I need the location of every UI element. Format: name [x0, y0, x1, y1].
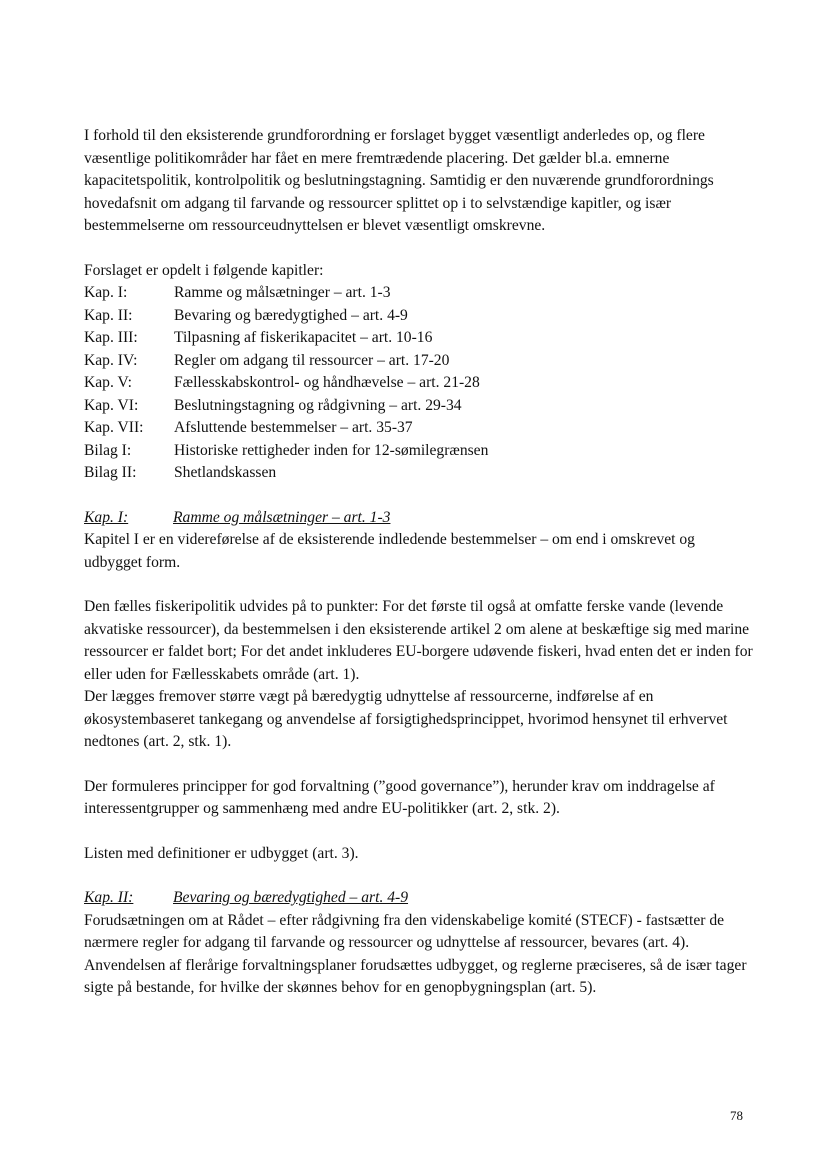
chapter-list: [84, 282, 754, 485]
chapter-title: Afsluttende bestemmelser – art. 35-37: [174, 419, 413, 436]
section-heading-label: Kap. II:: [84, 889, 134, 906]
chapter-title: Ramme og målsætninger – art. 1-3: [174, 284, 391, 301]
chapter-title: Historiske rettigheder inden for 12-sømilegrænsen: [174, 441, 489, 459]
chapter-row: [84, 350, 754, 373]
chapter-label: Kap. IV:: [84, 351, 138, 369]
chapter-title: Fællesskabskontrol- og håndhævelse – art. 21-28: [174, 374, 480, 391]
chapter-row: [84, 417, 754, 440]
chapter-row: [84, 327, 754, 350]
section-1-paragraph: Listen med definitioner er udbygget (art. 3).: [84, 844, 359, 862]
chapter-title: Regler om adgang til ressourcer – art. 17-20: [174, 351, 450, 369]
page-content: [84, 125, 754, 1000]
section-heading-kap-1: [84, 507, 754, 530]
section-heading-title: Ramme og målsætninger – art. 1-3: [173, 508, 391, 526]
chapter-title: Shetlandskassen: [174, 464, 277, 481]
chapter-label: Bilag II:: [84, 464, 137, 481]
chapter-row: [84, 305, 754, 328]
chapter-row: [84, 440, 754, 463]
chapter-title: Bevaring og bæredygtighed – art. 4-9: [174, 306, 408, 324]
chapter-title: Beslutningstagning og rådgivning – art. 29-34: [174, 396, 462, 414]
chapter-label: Kap. V:: [84, 374, 132, 391]
section-1-paragraph: Den fælles fiskeripolitik udvides på to punkter: For det første til også at omfatte ferske vande (levende akvatiske ressourcer), da bestemmelsen i den eksisterende artikel 2 om alene at beskæftige sig med marine ressourcer er faldet bort; For det andet inkluderes EU-borgere udøvende fiskeri, hvad enten det er inden for eller uden for Fællesskabets område (art. 1).: [84, 598, 753, 683]
section-1-paragraph: Kapitel I er en videreførelse af de eksisterende indledende bestemmelser – om end i omskrevet og udbygget form.: [84, 531, 695, 571]
section-2-paragraph: Forudsætningen om at Rådet – efter rådgivning fra den videnskabelige komité (STECF) - fastsætter de nærmere regler for adgang til farvande og ressourcer og udnyttelse af ressourcer, bevares (art. 4). Anvendelsen af flerårige forvaltningsplaner forudsættes udbygget, og reglerne præciseres, så de især tager sigte på bestande, for hvilke der skønnes behov for en genopbygningsplan (art. 5).: [84, 911, 747, 996]
section-heading-label: Kap. I:: [84, 508, 129, 526]
chapter-row: [84, 462, 754, 485]
chapter-label: Kap. II:: [84, 306, 133, 324]
chapter-row: [84, 372, 754, 395]
chapter-label: Bilag I:: [84, 441, 132, 459]
chapter-row: [84, 395, 754, 418]
page-number: 78: [730, 1108, 743, 1123]
chapter-label: Kap. VII:: [84, 419, 144, 436]
chapter-label: Kap. I:: [84, 284, 128, 301]
chapter-title: Tilpasning af fiskerikapacitet – art. 10-16: [174, 329, 433, 346]
chapter-list-intro: Forslaget er opdelt i følgende kapitler:: [84, 261, 324, 279]
section-1-paragraph: Der formuleres principper for god forvaltning (”good governance”), herunder krav om inddragelse af interessentgrupper og sammenhæng med andre EU-politikker (art. 2, stk. 2).: [84, 777, 715, 817]
section-heading-title: Bevaring og bæredygtighed – art. 4-9: [173, 889, 409, 906]
section-heading-kap-2: [84, 887, 754, 910]
chapter-label: Kap. VI:: [84, 396, 139, 414]
section-1-paragraph: Der lægges fremover større vægt på bæredygtig udnyttelse af ressourcerne, indførelse af en økosystembaseret tankegang og anvendelse af forsigtighedsprincippet, hvorimod hensynet til erhvervet nedtones (art. 2, stk. 1).: [84, 688, 728, 750]
intro-paragraph: I forhold til den eksisterende grundforordning er forslaget bygget væsentligt anderledes op, og flere væsentlige politikområder har fået en mere fremtrædende placering. Det gælder bl.a. emnerne kapacitetspolitik, kontrolpolitik og beslutningstagning. Samtidig er den nuværende grundforordnings hovedafsnit om adgang til farvande og ressourcer splittet op i to selvstændige kapitler, og især bestemmelserne om ressourceudnyttelsen er blevet væsentligt omskrevne.: [84, 127, 714, 234]
chapter-label: Kap. III:: [84, 329, 138, 346]
chapter-row: [84, 282, 754, 305]
